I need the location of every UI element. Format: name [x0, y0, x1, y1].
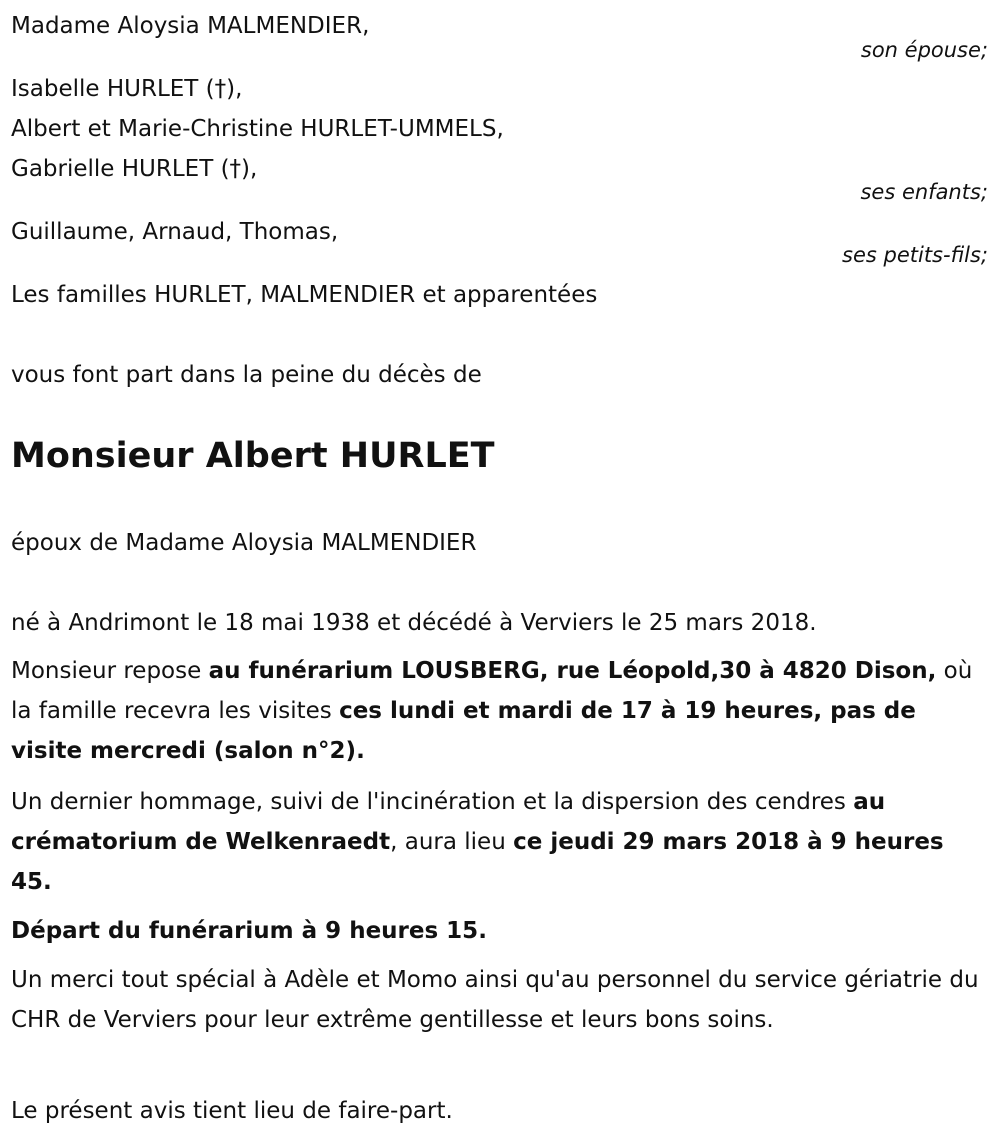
child-1: Isabelle HURLET (†), — [11, 76, 243, 102]
ceremony-location: au crématorium de Welkenraedt — [11, 789, 886, 855]
thanks-paragraph: Un merci tout spécial à Adèle et Momo ainsi qu'au personnel du service gériatrie du CHR de Verviers pour leur extrême gentillesse et leurs bons soins. — [11, 967, 979, 1033]
ceremony-text-2: , aura lieu — [390, 829, 514, 855]
repose-text-1: Monsieur repose — [11, 658, 209, 684]
departure-line: Départ du funérarium à 9 heures 15. — [11, 918, 487, 944]
grandchildren-names: Guillaume, Arnaud, Thomas, — [11, 219, 339, 245]
intro-line: vous font part dans la peine du décès de — [11, 362, 482, 388]
spouse-name: Madame Aloysia MALMENDIER, — [11, 13, 370, 39]
deceased-name: Monsieur Albert HURLET — [11, 436, 495, 476]
repose-location: au funérarium LOUSBERG, rue Léopold,30 à 4820 Dison, — [208, 658, 937, 684]
ceremony-date-time: ce jeudi 29 mars 2018 à 9 heures 45. — [11, 829, 944, 895]
ceremony-paragraph — [11, 782, 986, 902]
child-3: Gabrielle HURLET (†), — [11, 156, 258, 182]
child-2: Albert et Marie-Christine HURLET-UMMELS, — [11, 116, 504, 142]
grandchildren-role: ses petits-fils; — [842, 243, 988, 267]
ceremony-text-1: Un dernier hommage, suivi de l'incinération et la dispersion des cendres — [11, 789, 854, 815]
spouse-role: son épouse; — [860, 38, 988, 62]
birth-death-line: né à Andrimont le 18 mai 1938 et décédé à Verviers le 25 mars 2018. — [11, 610, 817, 636]
closing-line: Le présent avis tient lieu de faire-part. — [11, 1098, 453, 1124]
children-role: ses enfants; — [860, 180, 988, 204]
repose-text-2: où la famille recevra les visites — [11, 658, 973, 724]
husband-of-line: époux de Madame Aloysia MALMENDIER — [11, 530, 477, 556]
repose-visit-times: ces lundi et mardi de 17 à 19 heures, pas de visite mercredi (salon n°2). — [11, 698, 916, 764]
repose-paragraph — [11, 651, 986, 771]
families-line: Les familles HURLET, MALMENDIER et apparentées — [11, 282, 598, 308]
